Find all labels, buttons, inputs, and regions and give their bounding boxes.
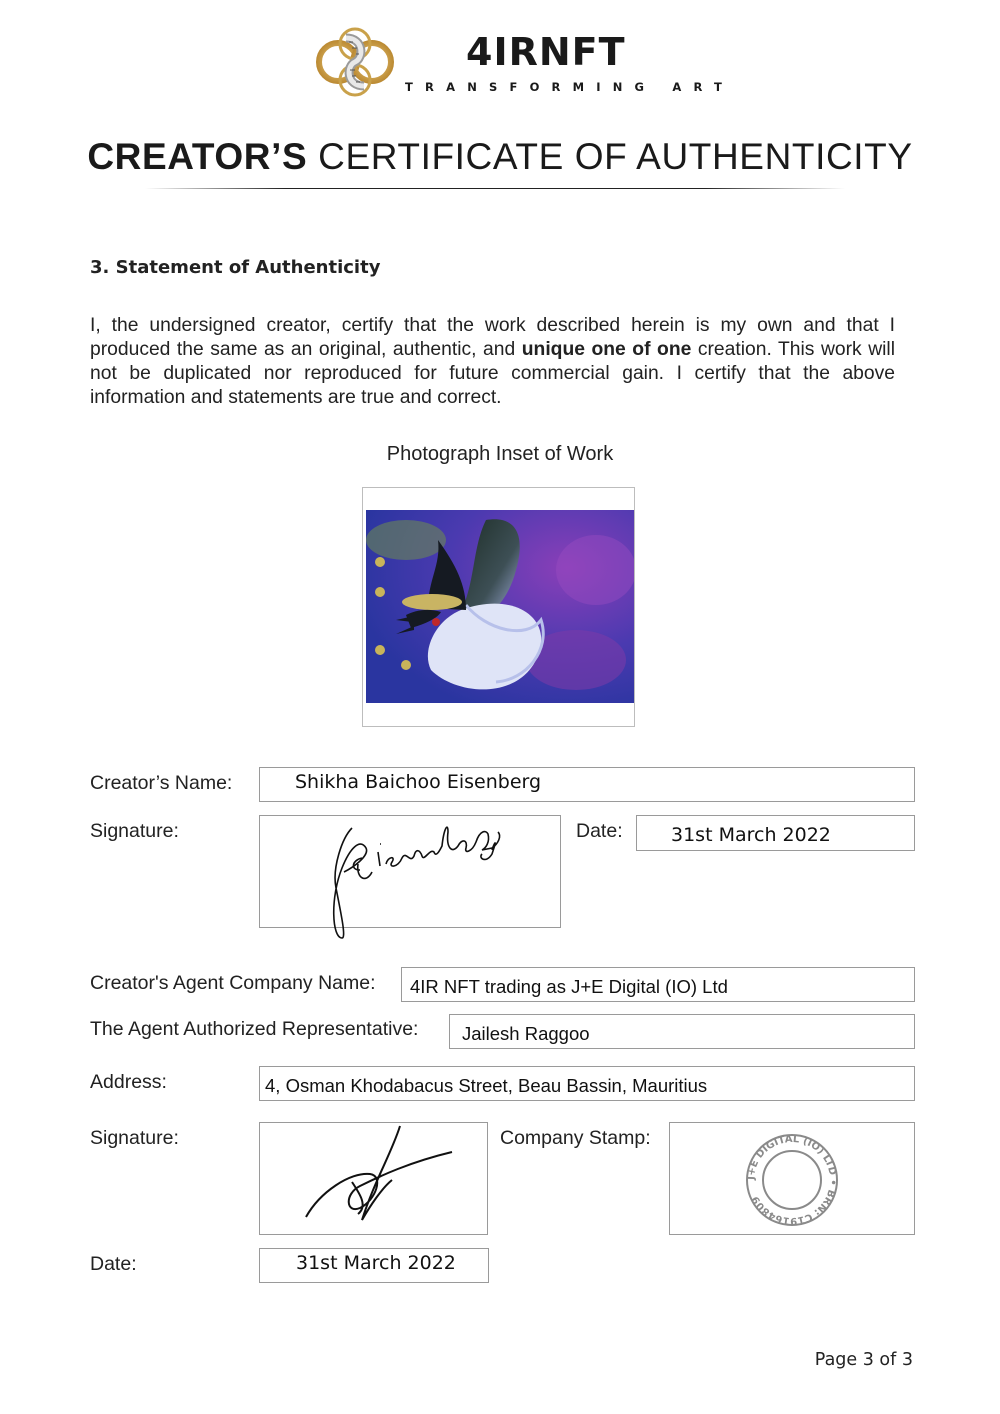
agent-representative-label: The Agent Authorized Representative: [90,1018,419,1040]
agent-date-value: 31st March 2022 [296,1252,456,1274]
agent-signature-label: Signature: [90,1127,179,1149]
address-value: 4, Osman Khodabacus Street, Beau Bassin, Mauritius [265,1075,708,1096]
company-stamp-label: Company Stamp: [500,1127,651,1149]
agent-date-label: Date: [90,1253,137,1275]
brand-name: 4IRNFT [466,30,626,74]
creator-signature-label: Signature: [90,820,179,842]
agent-representative-value: Jailesh Raggoo [462,1023,590,1044]
artwork-photo [366,510,634,703]
creator-name-value: Shikha Baichoo Eisenberg [295,771,542,793]
creator-date-value: 31st March 2022 [671,824,831,846]
stamp-text: J+E DIGITAL (IO) LTD • BRN: C19164809 [745,1133,839,1227]
page-number: Page 3 of 3 [814,1350,913,1370]
agent-company-label: Creator's Agent Company Name: [90,972,376,994]
brand-tagline: TRANSFORMING ART [405,80,735,94]
photo-caption: Photograph Inset of Work [386,443,614,465]
brand-logo-icon [316,24,394,100]
authenticity-statement [90,314,895,410]
creator-date-label: Date: [576,820,623,842]
creator-name-label: Creator’s Name: [90,772,233,794]
statement-emphasis: unique one of one [521,339,692,360]
title-bold: CREATOR’S [87,136,308,177]
creator-signature [322,808,512,948]
statement-text-2: creation. This work will not be duplicated nor reproduced for future commercial gain. I certify that the above information and statements are true and correct. [90,339,895,408]
address-label: Address: [90,1071,167,1093]
section-heading [90,257,380,278]
section-title: Statement of Authenticity [115,257,381,278]
agent-company-value: 4IR NFT trading as J+E Digital (IO) Ltd [410,976,728,997]
statement-text-1: I, the undersigned creator, certify that the work described herein is my own and that I produced the same as an original, authentic, and [90,315,895,360]
company-stamp [742,1133,842,1227]
agent-signature [300,1122,460,1232]
section-number: 3. [90,257,110,278]
title-divider [145,188,845,189]
page-title [0,136,1000,178]
title-rest: CERTIFICATE OF AUTHENTICITY [318,136,913,177]
